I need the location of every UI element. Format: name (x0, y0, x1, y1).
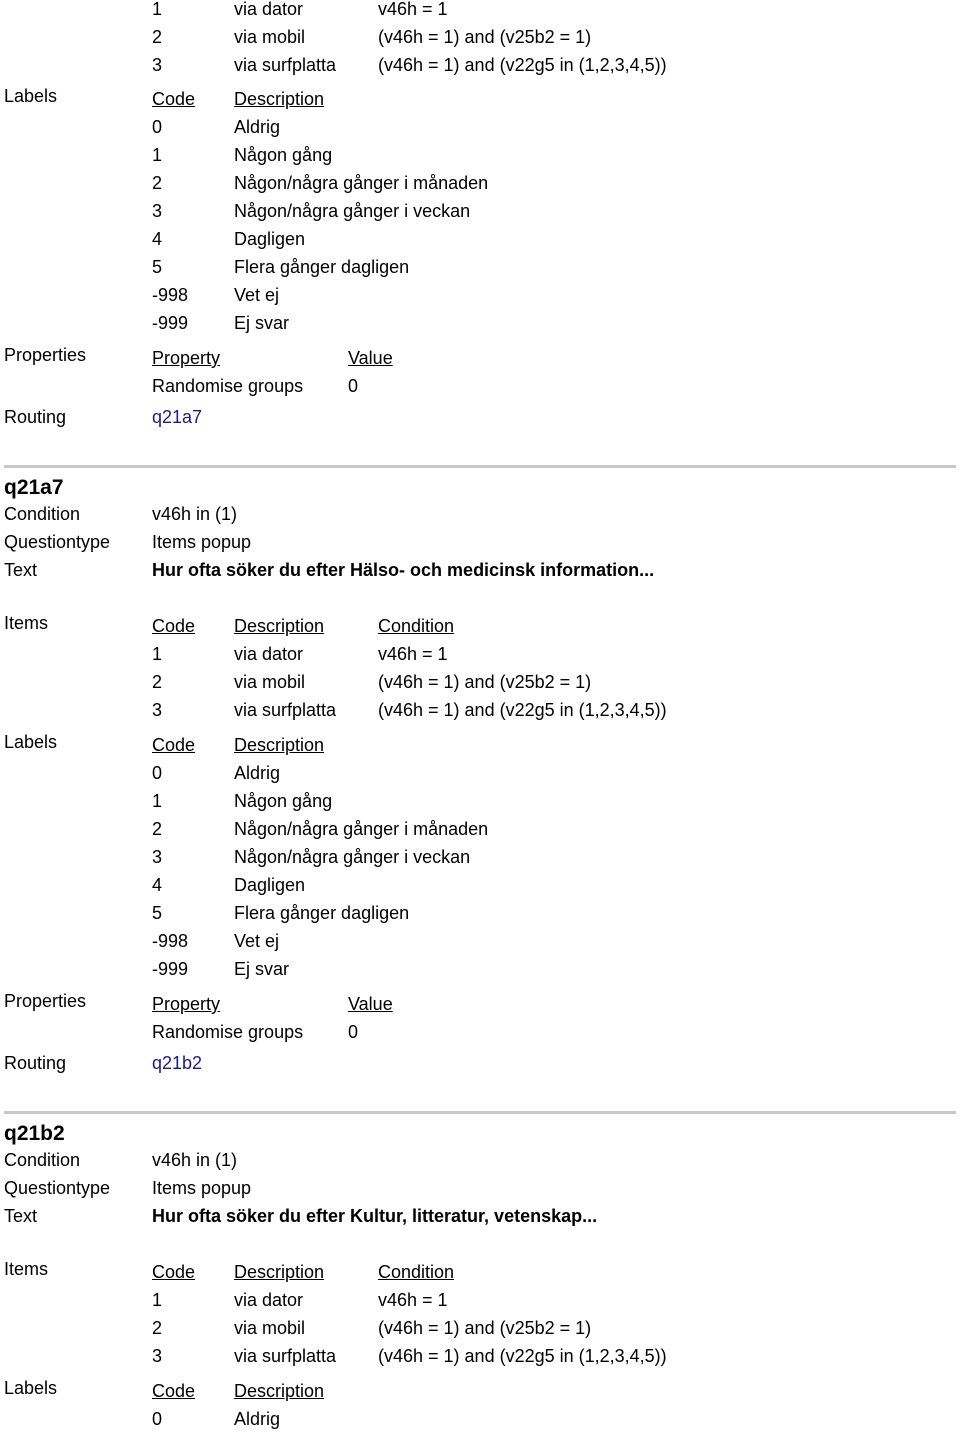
labels-code-header: Code (152, 735, 196, 755)
routing-title: Routing (4, 1053, 67, 1073)
label-code: 1 (152, 145, 163, 165)
label-description: Aldrig (234, 117, 281, 137)
labels-description-header: Description (234, 735, 325, 755)
label-code: 0 (152, 1409, 163, 1429)
property-value: 0 (348, 376, 359, 396)
property-header: Property (152, 994, 221, 1014)
question-id: q21a7 (4, 476, 64, 499)
item-description: via mobil (234, 1318, 306, 1338)
items-description-header: Description (234, 1262, 325, 1282)
label-code: 2 (152, 173, 163, 193)
item-condition: (v46h = 1) and (v22g5 in (1,2,3,4,5)) (378, 55, 667, 75)
label-code: 3 (152, 201, 163, 221)
items-description-header: Description (234, 616, 325, 636)
item-code: 3 (152, 1346, 163, 1366)
label-description: Flera gånger dagligen (234, 903, 410, 923)
questiontype-value: Items popup (152, 532, 252, 552)
label-description: Någon/några gånger i veckan (234, 201, 471, 221)
item-description: via surfplatta (234, 1346, 337, 1366)
label-description: Aldrig (234, 1409, 281, 1429)
items-condition-header: Condition (378, 1262, 455, 1282)
item-condition: (v46h = 1) and (v25b2 = 1) (378, 672, 592, 692)
question-text: Hur ofta söker du efter Hälso- och medicinsk information... (152, 560, 655, 580)
section-divider (4, 465, 956, 468)
items-code-header: Code (152, 616, 196, 636)
questiontype-label: Questiontype (4, 532, 111, 552)
item-code: 2 (152, 27, 163, 47)
label-code: 0 (152, 117, 163, 137)
label-description: Vet ej (234, 285, 280, 305)
item-condition: v46h = 1 (378, 644, 448, 664)
item-code: 2 (152, 672, 163, 692)
label-description: Någon gång (234, 145, 333, 165)
routing-link[interactable]: q21a7 (152, 407, 203, 427)
label-description: Dagligen (234, 229, 306, 249)
item-code: 3 (152, 55, 163, 75)
label-description: Någon/några gånger i månaden (234, 173, 489, 193)
label-description: Ej svar (234, 959, 290, 979)
item-code: 2 (152, 1318, 163, 1338)
item-description: via dator (234, 0, 304, 19)
item-description: via dator (234, 1290, 304, 1310)
item-description: via surfplatta (234, 700, 337, 720)
item-code: 1 (152, 644, 163, 664)
item-condition: (v46h = 1) and (v22g5 in (1,2,3,4,5)) (378, 1346, 667, 1366)
item-condition: (v46h = 1) and (v25b2 = 1) (378, 1318, 592, 1338)
text-label: Text (4, 1206, 38, 1226)
label-code: 5 (152, 257, 163, 277)
condition-label: Condition (4, 504, 81, 524)
label-code: -998 (152, 285, 189, 305)
properties-title: Properties (4, 345, 87, 365)
section-divider (4, 1111, 956, 1114)
label-code: 3 (152, 847, 163, 867)
label-code: 1 (152, 791, 163, 811)
property-name: Randomise groups (152, 376, 304, 396)
label-code: 4 (152, 875, 163, 895)
value-header: Value (348, 994, 393, 1014)
label-code: -999 (152, 313, 189, 333)
labels-title: Labels (4, 86, 58, 106)
condition-value: v46h in (1) (152, 1150, 238, 1170)
property-value: 0 (348, 1022, 359, 1042)
label-code: -999 (152, 959, 189, 979)
routing-title: Routing (4, 407, 67, 427)
labels-code-header: Code (152, 89, 196, 109)
item-description: via mobil (234, 27, 306, 47)
items-title: Items (4, 1259, 49, 1279)
label-description: Ej svar (234, 313, 290, 333)
label-code: 0 (152, 763, 163, 783)
item-condition: v46h = 1 (378, 1290, 448, 1310)
label-code: 4 (152, 229, 163, 249)
properties-title: Properties (4, 991, 87, 1011)
condition-value: v46h in (1) (152, 504, 238, 524)
item-code: 1 (152, 0, 163, 19)
labels-title: Labels (4, 1378, 58, 1398)
question-text: Hur ofta söker du efter Kultur, litteratur, vetenskap... (152, 1206, 598, 1226)
questiontype-value: Items popup (152, 1178, 252, 1198)
property-header: Property (152, 348, 221, 368)
label-code: -998 (152, 931, 189, 951)
items-condition-header: Condition (378, 616, 455, 636)
item-code: 3 (152, 700, 163, 720)
item-description: via surfplatta (234, 55, 337, 75)
items-title: Items (4, 613, 49, 633)
item-condition: v46h = 1 (378, 0, 448, 19)
item-description: via mobil (234, 672, 306, 692)
items-code-header: Code (152, 1262, 196, 1282)
labels-code-header: Code (152, 1381, 196, 1401)
routing-link[interactable]: q21b2 (152, 1053, 203, 1073)
label-description: Någon/några gånger i månaden (234, 819, 489, 839)
item-condition: (v46h = 1) and (v25b2 = 1) (378, 27, 592, 47)
label-description: Aldrig (234, 763, 281, 783)
value-header: Value (348, 348, 393, 368)
item-description: via dator (234, 644, 304, 664)
text-label: Text (4, 560, 38, 580)
labels-title: Labels (4, 732, 58, 752)
label-description: Någon gång (234, 791, 333, 811)
label-description: Vet ej (234, 931, 280, 951)
item-code: 1 (152, 1290, 163, 1310)
property-name: Randomise groups (152, 1022, 304, 1042)
item-condition: (v46h = 1) and (v22g5 in (1,2,3,4,5)) (378, 700, 667, 720)
labels-description-header: Description (234, 1381, 325, 1401)
label-description: Flera gånger dagligen (234, 257, 410, 277)
questiontype-label: Questiontype (4, 1178, 111, 1198)
label-description: Någon/några gånger i veckan (234, 847, 471, 867)
label-code: 2 (152, 819, 163, 839)
labels-description-header: Description (234, 89, 325, 109)
condition-label: Condition (4, 1150, 81, 1170)
label-description: Dagligen (234, 875, 306, 895)
label-code: 5 (152, 903, 163, 923)
question-id: q21b2 (4, 1122, 65, 1145)
